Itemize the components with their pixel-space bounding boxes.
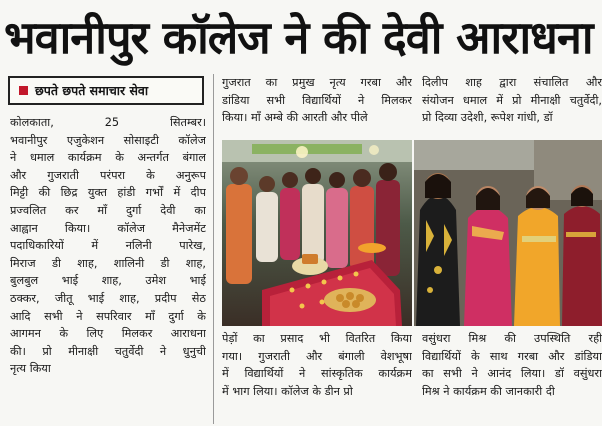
article-line: प्रज्वलित कर माँ दुर्गा देवी का xyxy=(10,203,206,217)
article-line: संयोजन धमाल में प्रो मीनाक्षी चतुर्वेदी, xyxy=(422,93,602,107)
article-column-left xyxy=(10,114,206,420)
article-line: मिट्टी की छिद्र युक्त हांडी गर्भों में दीप xyxy=(10,186,206,200)
article-line: गुजरात का प्रमुख नृत्य गरबा और xyxy=(222,76,412,89)
article-line: में भाग लिया। कॉलेज के डीन प्रो xyxy=(222,384,353,398)
article-line: ठक्कर, जीतू भाई शाह, प्रदीप सेठ xyxy=(10,291,206,305)
article-column-middle-bottom xyxy=(222,330,412,422)
photo-puja-offering xyxy=(222,140,412,326)
article-column-right-bottom xyxy=(422,330,602,422)
article-line: आह्वान किया। कॉलेज मैनेजमेंट xyxy=(10,221,206,235)
article-line: मिश्र ने कार्यक्रम की जानकारी दी xyxy=(422,384,555,398)
article-line: पदाधिकारियों में नलिनी पारेख, xyxy=(10,239,206,253)
article-line: वसुंधरा मिश्र की उपस्थिति रही xyxy=(422,332,602,345)
article-line: आगमन के लिए मिलकर आराधना xyxy=(10,327,206,341)
article-line: किया। माँ अम्बे की आरती और पीले xyxy=(222,111,368,125)
article-line: डांडिया सभी विद्यार्थियों ने मिलकर xyxy=(222,93,412,107)
article-line: नृत्य किया xyxy=(10,362,51,376)
article-line: कोलकाता, 25 सितम्बर। xyxy=(10,116,206,129)
article-line: का सभी ने आनंद लिया। डॉ वसुंधरा xyxy=(422,367,602,381)
article-column-right-top xyxy=(422,74,602,134)
red-square-icon xyxy=(19,86,28,95)
article-line: बुलबुल भाई शाह, उमेश भाई xyxy=(10,274,206,288)
article-line: और गुजराती परंपरा के अनुरूप xyxy=(10,168,206,182)
column-rule xyxy=(213,74,214,424)
article-line: आदि सभी ने सपरिवार माँ दुर्गा के xyxy=(10,309,206,323)
article-line: की। प्रो मीनाक्षी चतुर्वेदी ने धुनुची xyxy=(10,344,206,358)
news-service-text: छपते छपते समाचार सेवा xyxy=(35,83,149,98)
article-line: भवानीपुर एजुकेशन सोसाइटी कॉलेज xyxy=(10,133,206,147)
photo-students-group xyxy=(414,140,602,326)
article-line: प्रो दिव्या उदेशी, रूपेश गांधी, डॉ xyxy=(422,111,553,125)
article-line: पेड़ों का प्रसाद भी वितरित किया xyxy=(222,332,412,345)
article-line: ने धमाल कार्यक्रम के अन्तर्गत बंगाल xyxy=(10,151,206,165)
headline: भवानीपुर कॉलेज ने की देवी आराधना xyxy=(4,11,593,64)
article-line: दिलीप शाह द्वारा संचालित और xyxy=(422,76,602,89)
article-line: गया। गुजराती और बंगाली वेशभूषा xyxy=(222,349,412,363)
article-line: मिराज डी शाह, शालिनी डी शाह, xyxy=(10,256,206,270)
article-line: में विद्यार्थियों ने सांस्कृतिक कार्यक्रम xyxy=(222,367,412,381)
article-line: विद्यार्थियों के साथ गरबा और डांडिया xyxy=(422,349,602,363)
news-service-label xyxy=(8,76,204,105)
article-column-middle-top xyxy=(222,74,412,134)
